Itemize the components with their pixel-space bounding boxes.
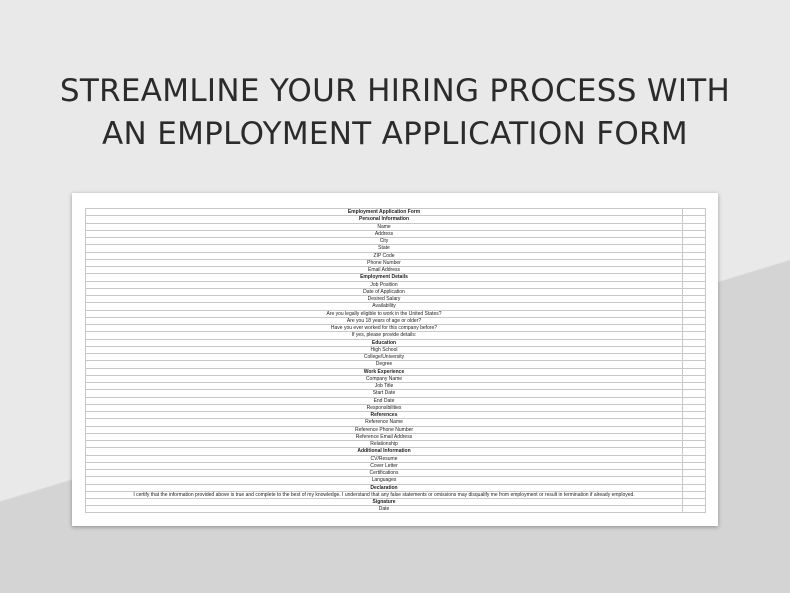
form-field-row bbox=[85, 302, 706, 309]
form-field-row bbox=[85, 295, 706, 302]
answer-cell[interactable] bbox=[683, 253, 706, 259]
form-section-row bbox=[85, 215, 706, 222]
answer-cell[interactable] bbox=[683, 216, 706, 222]
section-label: Employment Application Form bbox=[85, 209, 683, 215]
spreadsheet-preview bbox=[72, 193, 718, 526]
field-label: Are you legally eligible to work in the United States? bbox=[85, 311, 683, 317]
field-label: High School bbox=[85, 347, 683, 353]
form-field-row bbox=[85, 505, 706, 512]
field-label: Reference Email Address bbox=[85, 434, 683, 440]
answer-cell[interactable] bbox=[683, 289, 706, 295]
answer-cell[interactable] bbox=[683, 506, 706, 511]
form-field-row bbox=[85, 230, 706, 237]
field-label: Degree bbox=[85, 361, 683, 367]
section-label: Personal Information bbox=[85, 216, 683, 222]
form-field-row bbox=[85, 433, 706, 440]
field-label: CV/Resume bbox=[85, 456, 683, 462]
answer-cell[interactable] bbox=[683, 383, 706, 389]
field-label: Are you 18 years of age or older? bbox=[85, 318, 683, 324]
section-label: Employment Details bbox=[85, 274, 683, 280]
field-label: Address bbox=[85, 231, 683, 237]
form-field-row bbox=[85, 491, 706, 498]
form-field-row bbox=[85, 259, 706, 266]
form-section-row bbox=[85, 339, 706, 346]
form-field-row bbox=[85, 375, 706, 382]
answer-cell[interactable] bbox=[683, 361, 706, 367]
field-label: Have you ever worked for this company before? bbox=[85, 325, 683, 331]
field-label: Cover Letter bbox=[85, 463, 683, 469]
field-label: Start Date bbox=[85, 390, 683, 396]
field-label: Availability bbox=[85, 303, 683, 309]
form-field-row bbox=[85, 389, 706, 396]
field-label: Responsibilities bbox=[85, 405, 683, 411]
form-field-row bbox=[85, 455, 706, 462]
headline bbox=[0, 70, 790, 156]
answer-cell[interactable] bbox=[683, 456, 706, 462]
answer-cell[interactable] bbox=[683, 419, 706, 425]
answer-cell[interactable] bbox=[683, 231, 706, 237]
field-label: Desired Salary bbox=[85, 296, 683, 302]
answer-cell[interactable] bbox=[683, 412, 706, 418]
answer-cell[interactable] bbox=[683, 499, 706, 505]
answer-cell[interactable] bbox=[683, 209, 706, 215]
answer-cell[interactable] bbox=[683, 238, 706, 244]
form-field-row bbox=[85, 324, 706, 331]
answer-cell[interactable] bbox=[683, 347, 706, 353]
field-label: Relationship bbox=[85, 441, 683, 447]
answer-cell[interactable] bbox=[683, 376, 706, 382]
field-label: College/University bbox=[85, 354, 683, 360]
answer-cell[interactable] bbox=[683, 390, 706, 396]
field-label: Phone Number bbox=[85, 260, 683, 266]
form-field-row bbox=[85, 418, 706, 425]
form-section-row bbox=[85, 411, 706, 418]
form-field-row bbox=[85, 469, 706, 476]
form-section-row bbox=[85, 273, 706, 280]
section-label: Declaration bbox=[85, 485, 683, 491]
form-section-row bbox=[85, 447, 706, 454]
answer-cell[interactable] bbox=[683, 303, 706, 309]
answer-cell[interactable] bbox=[683, 485, 706, 491]
answer-cell[interactable] bbox=[683, 318, 706, 324]
form-field-row bbox=[85, 404, 706, 411]
answer-cell[interactable] bbox=[683, 427, 706, 433]
section-label: Signature bbox=[85, 499, 683, 505]
field-label: Date of Application bbox=[85, 289, 683, 295]
answer-cell[interactable] bbox=[683, 340, 706, 346]
field-label: Job Title bbox=[85, 383, 683, 389]
section-label: References bbox=[85, 412, 683, 418]
answer-cell[interactable] bbox=[683, 224, 706, 230]
form-field-row bbox=[85, 382, 706, 389]
field-label: City bbox=[85, 238, 683, 244]
field-label: State bbox=[85, 245, 683, 251]
headline-line-1: STREAMLINE YOUR HIRING PROCESS WITH bbox=[59, 73, 731, 109]
form-section-row bbox=[85, 208, 706, 215]
form-field-row bbox=[85, 346, 706, 353]
field-label: I certify that the information provided above is true and complete to the best of my knowledge. I understand that any false statements or omissions may disqualify me from employment or result in termination if already employed. bbox=[85, 492, 683, 498]
form-section-row bbox=[85, 484, 706, 491]
answer-cell[interactable] bbox=[683, 325, 706, 331]
section-label: Additional Information bbox=[85, 448, 683, 454]
answer-cell[interactable] bbox=[683, 470, 706, 476]
form-field-row bbox=[85, 266, 706, 273]
answer-cell[interactable] bbox=[683, 274, 706, 280]
form-field-row bbox=[85, 244, 706, 251]
form-field-row bbox=[85, 310, 706, 317]
answer-cell[interactable] bbox=[683, 434, 706, 440]
field-label: Reference Phone Number bbox=[85, 427, 683, 433]
form-section-row bbox=[85, 498, 706, 505]
answer-cell[interactable] bbox=[683, 260, 706, 266]
headline-line-2: AN EMPLOYMENT APPLICATION FORM bbox=[102, 116, 688, 152]
field-label: Languages bbox=[85, 477, 683, 483]
answer-cell[interactable] bbox=[683, 405, 706, 411]
answer-cell[interactable] bbox=[683, 441, 706, 447]
form-field-row bbox=[85, 281, 706, 288]
field-label: Email Address bbox=[85, 267, 683, 273]
answer-cell[interactable] bbox=[683, 245, 706, 251]
form-field-row bbox=[85, 317, 706, 324]
answer-cell[interactable] bbox=[683, 492, 706, 498]
answer-cell[interactable] bbox=[683, 354, 706, 360]
form-field-row bbox=[85, 288, 706, 295]
answer-cell[interactable] bbox=[683, 267, 706, 273]
form-field-row bbox=[85, 223, 706, 230]
form-field-row bbox=[85, 440, 706, 447]
field-label: Reference Name bbox=[85, 419, 683, 425]
section-label: Education bbox=[85, 340, 683, 346]
answer-cell[interactable] bbox=[683, 332, 706, 338]
form-field-row bbox=[85, 360, 706, 367]
section-label: Work Experience bbox=[85, 369, 683, 375]
answer-cell[interactable] bbox=[683, 448, 706, 454]
field-label: Name bbox=[85, 224, 683, 230]
form-field-row bbox=[85, 462, 706, 469]
answer-cell[interactable] bbox=[683, 463, 706, 469]
form-field-row bbox=[85, 397, 706, 404]
form-field-row bbox=[85, 331, 706, 338]
form-field-row bbox=[85, 252, 706, 259]
field-label: Date bbox=[85, 506, 683, 511]
form-section-row bbox=[85, 368, 706, 375]
field-label: If yes, please provide details: bbox=[85, 332, 683, 338]
form-field-row bbox=[85, 476, 706, 483]
form-field-row bbox=[85, 237, 706, 244]
field-label: ZIP Code bbox=[85, 253, 683, 259]
field-label: End Date bbox=[85, 398, 683, 404]
answer-cell[interactable] bbox=[683, 282, 706, 288]
field-label: Certifications bbox=[85, 470, 683, 476]
answer-cell[interactable] bbox=[683, 369, 706, 375]
answer-cell[interactable] bbox=[683, 398, 706, 404]
answer-cell[interactable] bbox=[683, 477, 706, 483]
form-grid bbox=[85, 208, 706, 513]
form-field-row bbox=[85, 426, 706, 433]
field-label: Company Name bbox=[85, 376, 683, 382]
answer-cell[interactable] bbox=[683, 296, 706, 302]
field-label: Job Position bbox=[85, 282, 683, 288]
form-field-row bbox=[85, 353, 706, 360]
answer-cell[interactable] bbox=[683, 311, 706, 317]
